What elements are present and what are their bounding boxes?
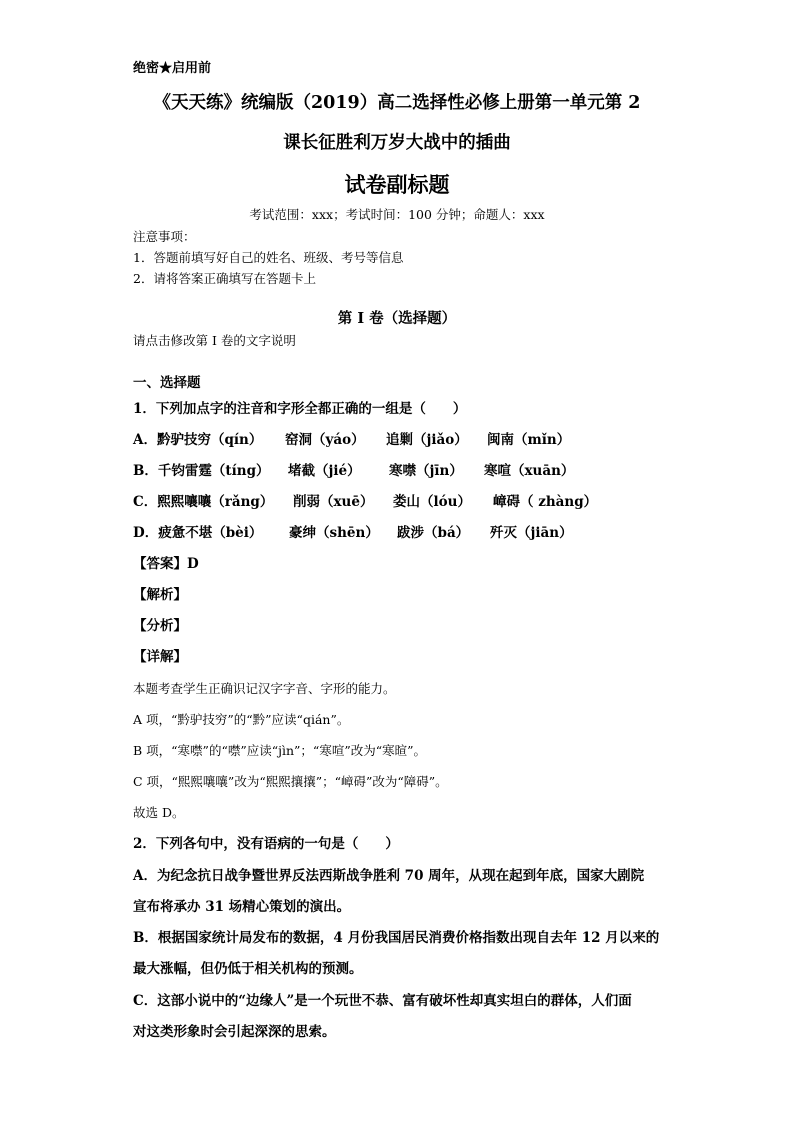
q1-explain-line: B 项，“寒噤”的“噤”应读“jìn”；“寒喧”改为“寒暄”。	[133, 743, 426, 758]
q1-option-d-2: 豪绅（shēn）	[289, 525, 379, 541]
q1-option-a-1: A．黔驴技穷（qín）	[133, 432, 263, 448]
confidential-label: 绝密★启用前	[133, 61, 212, 76]
q1-option-d-4: 歼灭（jiān）	[490, 525, 573, 541]
q1-option-a-4: 闽南（mǐn）	[487, 432, 571, 448]
q1-answer: 【答案】D	[133, 556, 199, 572]
q1-option-d-1: D．疲惫不堪（bèi）	[133, 525, 263, 541]
q1-option-c-3: 娄山（lóu）	[393, 494, 471, 510]
q2-line: A．为纪念抗日战争暨世界反法西斯战争胜利 70 周年，从现在起到年底，国家大剧院	[133, 868, 645, 884]
q1-detail-label: 【详解】	[133, 649, 187, 665]
q1-explain-line: 故选 D。	[133, 805, 185, 820]
q1-explain-line: 本题考查学生正确识记汉字字音、字形的能力。	[133, 681, 396, 696]
q1-option-b-2: 堵截（jié）	[288, 463, 361, 479]
q2-line: 最大涨幅，但仍低于相关机构的预测。	[133, 961, 363, 977]
exam-title-line-1: 《天天练》统编版（2019）高二选择性必修上册第一单元第 2	[153, 93, 641, 113]
q1-option-d-3: 跋涉（bá）	[397, 525, 470, 541]
q1-option-b-3: 寒噤（jīn）	[389, 463, 463, 479]
q1-option-a-3: 追剿（jiǎo）	[386, 432, 468, 448]
question-2-stem: 2．下列各句中，没有语病的一句是（ ）	[133, 836, 399, 852]
notes-heading: 注意事项：	[133, 229, 196, 244]
q2-line: 对这类形象时会引起深深的思索。	[133, 1024, 336, 1040]
q1-option-c-2: 削弱（xuē）	[293, 494, 374, 510]
q2-line: C．这部小说中的“边缘人”是一个玩世不恭、富有破坏性却真实坦白的群体，人们面	[133, 993, 632, 1009]
q1-option-b-1: B．千钧雷霆（tíng）	[133, 463, 270, 479]
q1-option-a-2: 窑洞（yáo）	[285, 432, 365, 448]
note-item: 1．答题前填写好自己的姓名、班级、考号等信息	[133, 250, 404, 265]
question-1-stem: 1．下列加点字的注音和字形全都正确的一组是（ ）	[133, 401, 467, 417]
q1-option-c-1: C．熙熙嚷嚷（rǎng）	[133, 494, 274, 510]
q1-analysis-label: 【解析】	[133, 587, 187, 603]
section-title: 一、选择题	[133, 375, 201, 391]
exam-subtitle: 试卷副标题	[344, 172, 450, 197]
q1-fenxi-label: 【分析】	[133, 618, 187, 634]
q1-explain-line: C 项，“熙熙嚷嚷”改为“熙熙攘攘”；“嶂碍”改为“障碍”。	[133, 774, 448, 789]
exam-info: 考试范围：xxx；考试时间：100 分钟；命题人：xxx	[249, 207, 545, 222]
note-item: 2．请将答案正确填写在答题卡上	[133, 271, 316, 286]
volume-hint: 请点击修改第 I 卷的文字说明	[133, 333, 296, 348]
q2-line: B．根据国家统计局发布的数据，4 月份我国居民消费价格指数出现自去年 12 月以来的	[133, 930, 660, 946]
q1-explain-line: A 项，“黔驴技穷”的“黔”应读“qián”。	[133, 712, 350, 727]
q1-option-c-4: 嶂碍（ zhàng）	[493, 494, 598, 510]
exam-title-line-2: 课长征胜利万岁大战中的插曲	[283, 133, 511, 153]
q2-line: 宣布将承办 31 场精心策划的演出。	[133, 899, 351, 915]
q1-option-b-4: 寒喧（xuān）	[484, 463, 575, 479]
volume-title: 第 I 卷（选择题）	[337, 310, 457, 327]
